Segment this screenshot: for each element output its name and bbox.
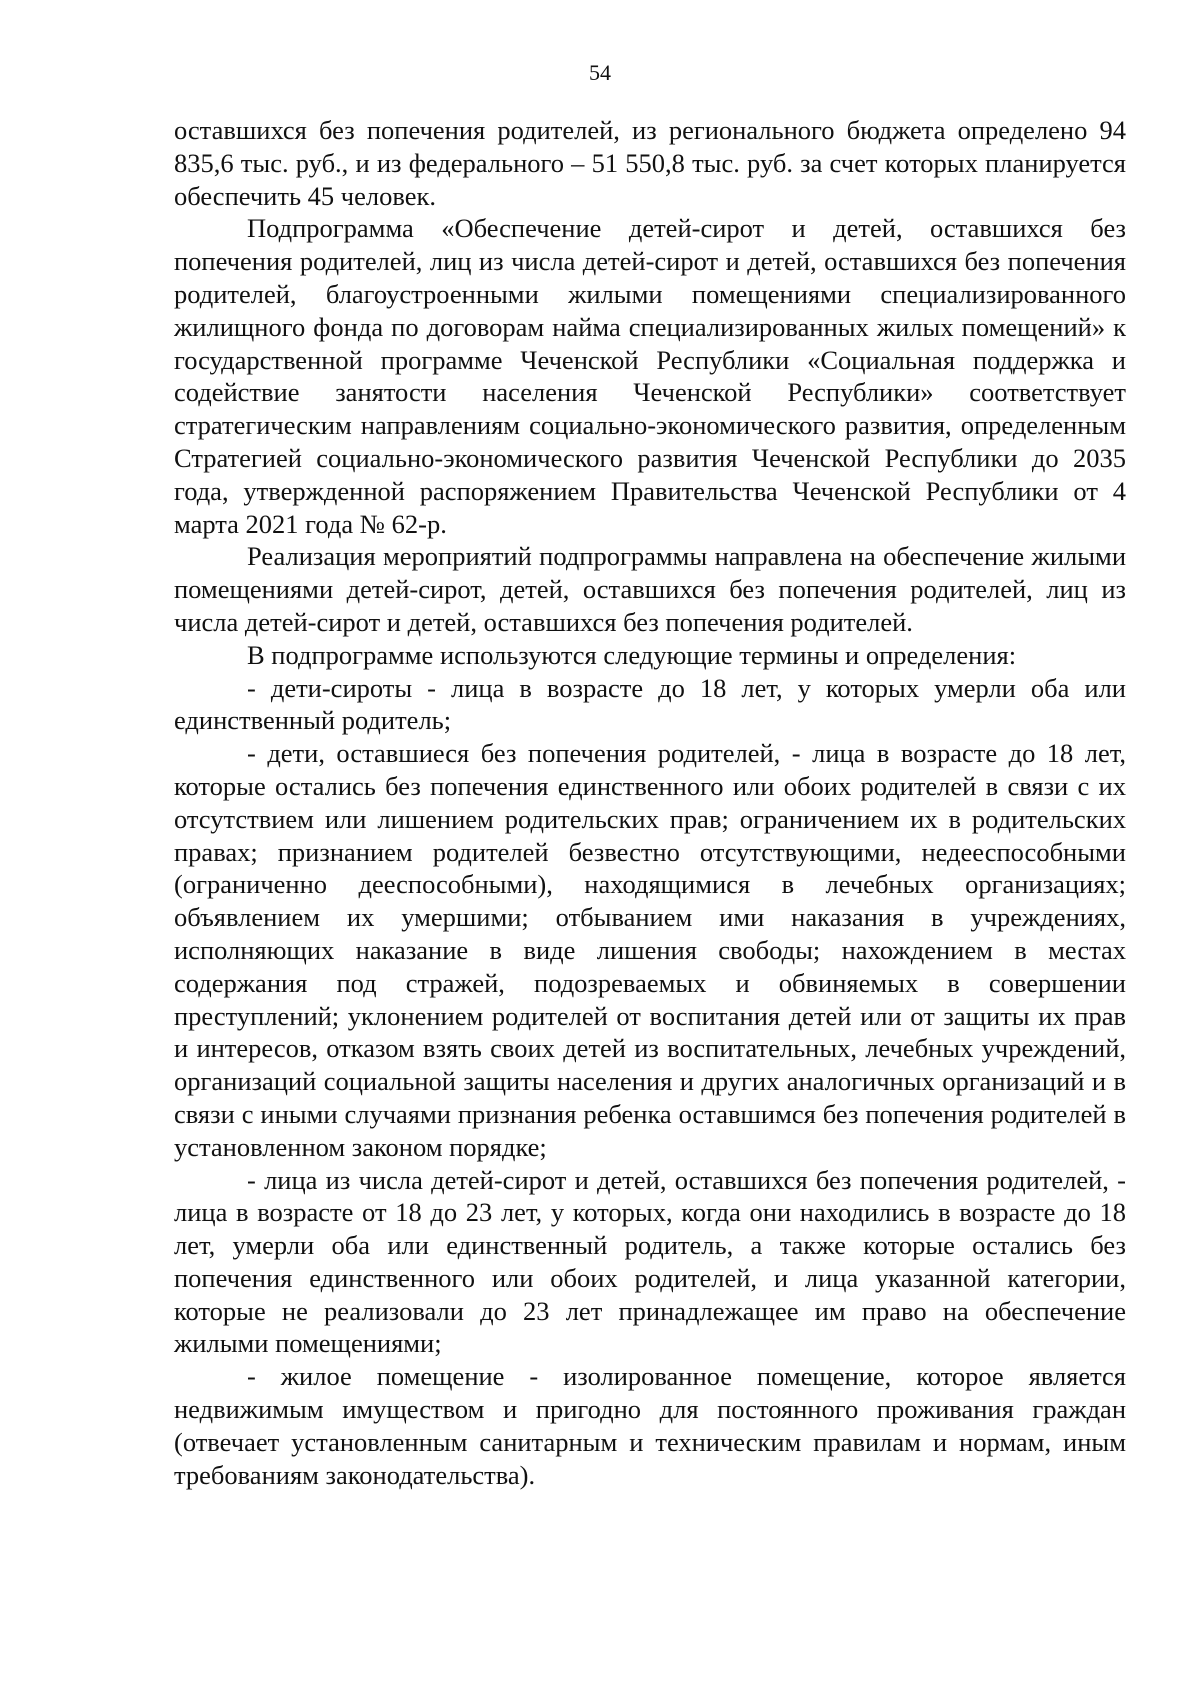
paragraph-terms-intro: В подпрограмме используются следующие термины и определения:: [247, 639, 1017, 670]
paragraph-term-dwelling: - жилое помещение - изолированное помещение, которое является недвижимым имуществом и пригодно для постоянного проживания граждан (отвечает установленным санитарным и техническим правилам и нормам, иным требованиям законодательства).: [174, 1361, 1126, 1490]
paragraph-funding-continuation: оставшихся без попечения родителей, из регионального бюджета определено 94 835,6 тыс. руб., и из федерального – 51 550,8 тыс. руб. за счет которых планируется обеспечить 45 человек.: [174, 115, 1126, 211]
paragraph-term-orphans: - дети-сироты - лица в возрасте до 18 лет, у которых умерли оба или единственный родитель;: [174, 672, 1126, 736]
paragraph-subprogram-strategy: Подпрограмма «Обеспечение детей-сирот и детей, оставшихся без попечения родителей, лиц из числа детей-сирот и детей, оставшихся без попечения родителей, благоустроенными жилыми помещениями специализированного жилищного фонда по договорам найма специализированных жилых помещений» к государственной программе Чеченской Республики «Социальная поддержка и содействие занятости населения Чеченской Республики» соответствует стратегическим направлениям социально-экономического развития, определенным Стратегией социально-экономического развития Чеченской Республики до 2035 года, утвержденной распоряжением Правительства Чеченской Республики от 4 марта 2021 года № 62-р.: [174, 213, 1126, 539]
page-number: 54: [589, 60, 611, 85]
paragraph-term-children-without-care: - дети, оставшиеся без попечения родителей, - лица в возрасте до 18 лет, которые остались без попечения единственного или обоих родителей в связи с их отсутствием или лишением родительских прав; ограничением их в родительских правах; признанием родителей безвестно отсутствующими, недееспособными (ограниченно дееспособными), находящимися в лечебных организациях; объявлением их умершими; отбыванием ими наказания в учреждениях, исполняющих наказание в виде лишения свободы; нахождением в местах содержания под стражей, подозреваемых и обвиняемых в совершении преступлений; уклонением родителей от воспитания детей или от защиты их прав и интересов, отказом взять своих детей из воспитательных, лечебных учреждений, организаций социальной защиты населения и других аналогичных организаций и в связи с иными случаями признания ребенка оставшимся без попечения родителей в установленном законом порядке;: [174, 738, 1126, 1162]
paragraph-subprogram-goal: Реализация мероприятий подпрограммы направлена на обеспечение жилыми помещениями детей-сирот, детей, оставшихся без попечения родителей, лиц из числа детей-сирот и детей, оставшихся без попечения родителей.: [174, 541, 1126, 637]
document-body: [174, 114, 1126, 1491]
paragraph-term-persons-from-orphans: - лица из числа детей-сирот и детей, оставшихся без попечения родителей, - лица в возрасте от 18 до 23 лет, у которых, когда они находились в возрасте до 18 лет, умерли оба или единственный родитель, а также которые остались без попечения единственного или обоих родителей, и лица указанной категории, которые не реализовали до 23 лет принадлежащее им право на обеспечение жилыми помещениями;: [174, 1164, 1126, 1359]
